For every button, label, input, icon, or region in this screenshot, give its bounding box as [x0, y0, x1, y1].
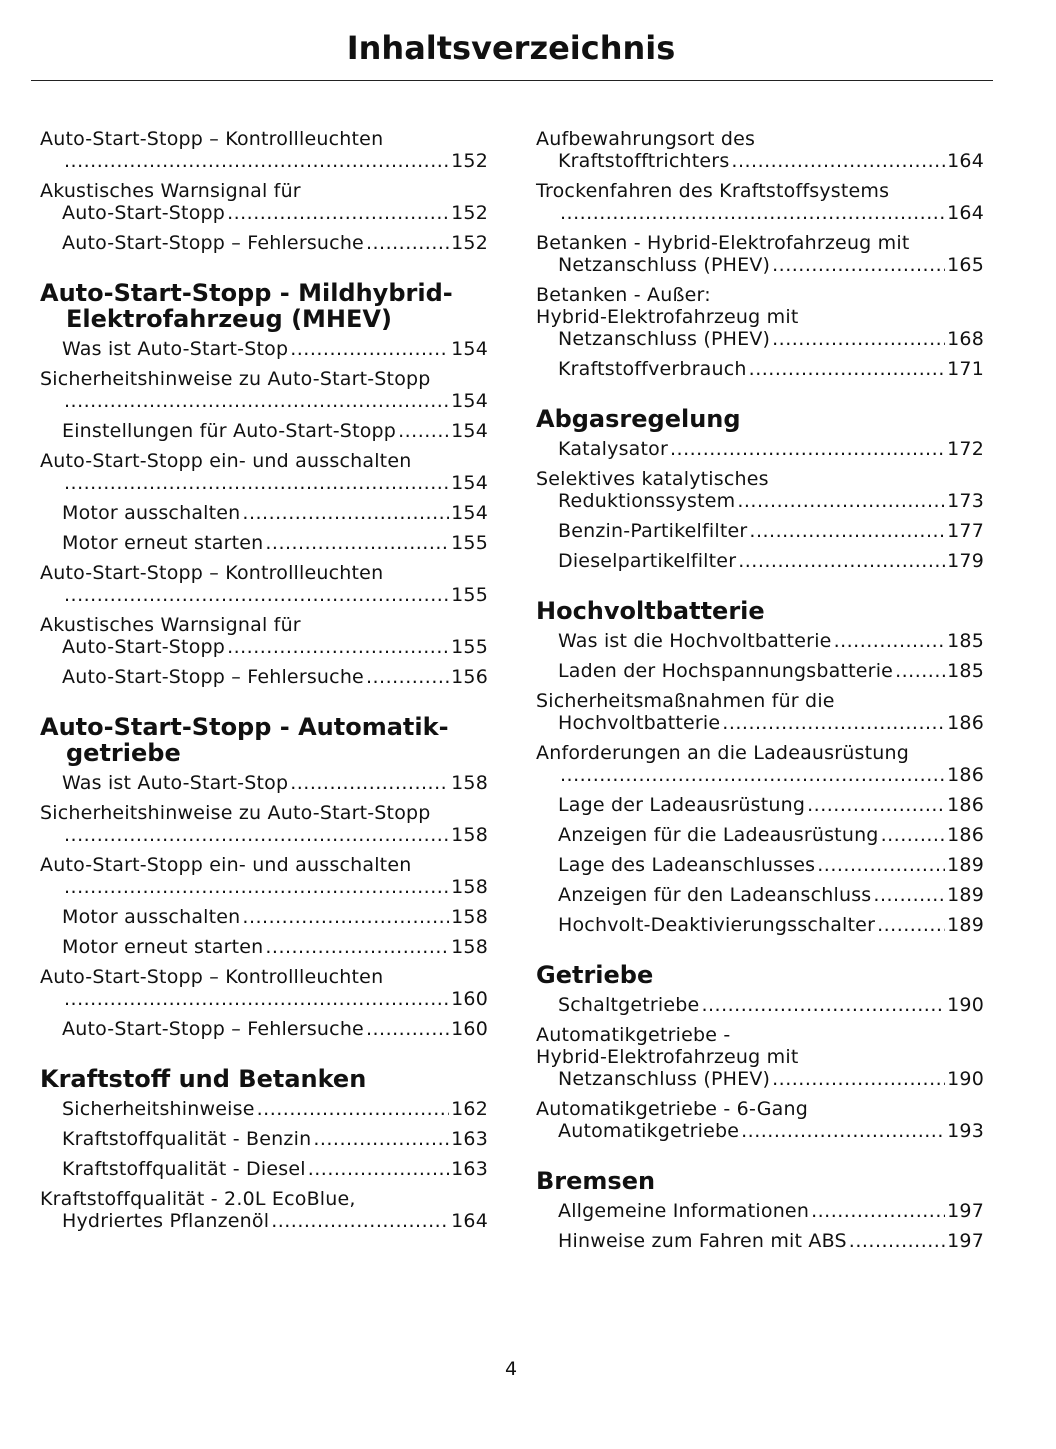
entry-last-line — [62, 584, 488, 606]
entry-title-line: Betanken - Hybrid-Elektrofahrzeug mit — [536, 232, 910, 254]
dot-leader — [738, 550, 945, 572]
entry-page-number: 155 — [451, 584, 488, 606]
toc-entry[interactable] — [536, 232, 984, 276]
toc-entry[interactable] — [40, 666, 488, 688]
toc-entry[interactable] — [40, 906, 488, 928]
entry-page-number: 155 — [451, 532, 488, 554]
entry-title: Allgemeine Informationen — [558, 1200, 810, 1222]
toc-entry[interactable] — [40, 1158, 488, 1180]
entry-last-line — [558, 1200, 984, 1222]
entry-title: Auto-Start-Stopp — [62, 202, 226, 224]
dot-leader — [227, 636, 449, 658]
toc-entry[interactable] — [40, 338, 488, 360]
entry-title-line: Betanken - Außer: — [536, 284, 711, 306]
dot-leader — [227, 202, 449, 224]
toc-entry[interactable] — [536, 994, 984, 1016]
entry-title: Hochvolt-Deaktivierungsschalter — [558, 914, 876, 936]
entry-title: Lage der Ladeausrüstung — [558, 794, 806, 816]
entry-last-line — [62, 906, 488, 928]
toc-entry[interactable] — [536, 914, 984, 936]
toc-entry[interactable] — [40, 1188, 488, 1232]
entry-title-line: Kraftstoffqualität - 2.0L EcoBlue, — [40, 1188, 356, 1210]
dot-leader — [701, 994, 945, 1016]
entry-title: Netzanschluss (PHEV) — [558, 1068, 771, 1090]
section-heading: Auto-Start-Stopp - Automatik- getriebe — [40, 713, 449, 767]
entry-last-line — [62, 420, 488, 442]
entry-page-number: 197 — [947, 1230, 984, 1252]
entry-title: Katalysator — [558, 438, 669, 460]
entry-last-line — [62, 502, 488, 524]
entry-last-line — [558, 1230, 984, 1252]
entry-title-line: Selektives katalytisches — [536, 468, 769, 490]
dot-leader — [64, 988, 449, 1010]
dot-leader — [741, 1120, 945, 1142]
entry-page-number: 179 — [947, 550, 984, 572]
entry-page-number: 160 — [451, 1018, 488, 1040]
entry-last-line — [62, 150, 488, 172]
entry-page-number: 162 — [451, 1098, 488, 1120]
entry-page-number: 165 — [947, 254, 984, 276]
title-divider — [31, 80, 993, 81]
entry-last-line — [558, 660, 984, 682]
entry-last-line — [62, 1128, 488, 1150]
entry-page-number: 158 — [451, 876, 488, 898]
dot-leader — [366, 666, 449, 688]
entry-title-line: Automatikgetriebe - 6-Gang — [536, 1098, 808, 1120]
entry-title-line: Trockenfahren des Kraftstoffsystems — [536, 180, 890, 202]
dot-leader — [560, 764, 945, 786]
dot-leader — [313, 1128, 449, 1150]
toc-section — [536, 962, 984, 1142]
toc-entry[interactable] — [40, 128, 488, 172]
dot-leader — [271, 1210, 449, 1232]
entry-title: Motor erneut starten — [62, 936, 264, 958]
entry-page-number: 185 — [947, 660, 984, 682]
entry-page-number: 190 — [947, 1068, 984, 1090]
dot-leader — [895, 660, 945, 682]
toc-entry[interactable] — [536, 358, 984, 380]
section-heading: Abgasregelung — [536, 405, 741, 433]
dot-leader — [772, 254, 945, 276]
toc-entry[interactable] — [536, 854, 984, 876]
entry-page-number: 171 — [947, 358, 984, 380]
entry-page-number: 186 — [947, 824, 984, 846]
dot-leader — [308, 1158, 449, 1180]
entry-title: Hydriertes Pflanzenöl — [62, 1210, 270, 1232]
entry-last-line — [62, 772, 488, 794]
entry-last-line — [558, 630, 984, 652]
entry-title: Kraftstoffqualität - Diesel — [62, 1158, 306, 1180]
entry-page-number: 177 — [947, 520, 984, 542]
entry-page-number: 158 — [451, 824, 488, 846]
entry-page-number: 164 — [451, 1210, 488, 1232]
entry-title: Auto-Start-Stopp – Fehlersuche — [62, 232, 364, 254]
entry-last-line — [62, 666, 488, 688]
dot-leader — [64, 876, 449, 898]
entry-title: Anzeigen für die Ladeausrüstung — [558, 824, 879, 846]
dot-leader — [817, 854, 945, 876]
toc-section — [40, 128, 488, 254]
entry-last-line — [62, 232, 488, 254]
toc-entry[interactable] — [536, 1200, 984, 1222]
entry-page-number: 154 — [451, 338, 488, 360]
entry-last-line — [558, 824, 984, 846]
entry-title-line: Sicherheitsmaßnahmen für die — [536, 690, 835, 712]
toc-section — [40, 1066, 488, 1232]
entry-title: Auto-Start-Stopp – Fehlersuche — [62, 1018, 364, 1040]
toc-entry[interactable] — [40, 562, 488, 606]
entry-title: Was ist die Hochvoltbatterie — [558, 630, 832, 652]
dot-leader — [834, 630, 946, 652]
dot-leader — [811, 1200, 945, 1222]
entry-page-number: 186 — [947, 794, 984, 816]
toc-section — [40, 280, 488, 688]
entry-last-line — [558, 794, 984, 816]
entry-last-line — [62, 1210, 488, 1232]
entry-title-line: Auto-Start-Stopp ein- und ausschalten — [40, 854, 412, 876]
dot-leader — [366, 232, 449, 254]
dot-leader — [731, 150, 945, 172]
toc-entry[interactable] — [536, 824, 984, 846]
entry-last-line — [558, 254, 984, 276]
page-number: 4 — [504, 1358, 518, 1380]
toc-entry[interactable] — [40, 936, 488, 958]
entry-last-line — [558, 884, 984, 906]
dot-leader — [772, 1068, 945, 1090]
toc-entry[interactable] — [40, 772, 488, 794]
toc-right-column — [536, 128, 984, 1260]
toc-entry[interactable] — [40, 232, 488, 254]
entry-last-line — [62, 636, 488, 658]
entry-title-line: Anforderungen an die Ladeausrüstung — [536, 742, 910, 764]
dot-leader — [242, 502, 449, 524]
entry-last-line — [558, 358, 984, 380]
entry-page-number: 193 — [947, 1120, 984, 1142]
toc-entry[interactable] — [536, 180, 984, 224]
entry-page-number: 163 — [451, 1158, 488, 1180]
entry-title-line: Sicherheitshinweise zu Auto-Start-Stopp — [40, 368, 431, 390]
entry-page-number: 164 — [947, 202, 984, 224]
entry-last-line — [62, 1018, 488, 1040]
entry-last-line — [558, 150, 984, 172]
toc-entry[interactable] — [536, 468, 984, 512]
entry-title: Anzeigen für den Ladeanschluss — [558, 884, 872, 906]
toc-entry[interactable] — [536, 128, 984, 172]
entry-title: Was ist Auto-Start-Stop — [62, 772, 289, 794]
entry-title: Motor ausschalten — [62, 906, 241, 928]
entry-last-line — [558, 1120, 984, 1142]
entry-title: Netzanschluss (PHEV) — [558, 254, 771, 276]
toc-entry[interactable] — [40, 502, 488, 524]
entry-title-line: Akustisches Warnsignal für — [40, 614, 301, 636]
dot-leader — [722, 712, 945, 734]
entry-last-line — [558, 854, 984, 876]
toc-entry[interactable] — [40, 368, 488, 412]
dot-leader — [881, 824, 946, 846]
toc-section — [536, 406, 984, 572]
toc-entry[interactable] — [40, 450, 488, 494]
entry-page-number: 154 — [451, 420, 488, 442]
section-heading: Kraftstoff und Betanken — [40, 1065, 367, 1093]
entry-title: Auto-Start-Stopp – Fehlersuche — [62, 666, 364, 688]
entry-page-number: 152 — [451, 202, 488, 224]
page-title: Inhaltsverzeichnis — [346, 29, 676, 67]
toc-entry[interactable] — [40, 802, 488, 846]
toc-entry[interactable] — [536, 630, 984, 652]
entry-title-line: Auto-Start-Stopp ein- und ausschalten — [40, 450, 412, 472]
entry-last-line — [558, 520, 984, 542]
entry-last-line — [558, 914, 984, 936]
entry-last-line — [62, 532, 488, 554]
entry-page-number: 154 — [451, 472, 488, 494]
entry-title: Sicherheitshinweise — [62, 1098, 255, 1120]
section-heading: Bremsen — [536, 1167, 656, 1195]
dot-leader — [560, 202, 945, 224]
toc-section — [536, 598, 984, 936]
section-heading: Auto-Start-Stopp - Mildhybrid-Elektrofahrzeug (MHEV) — [40, 279, 453, 333]
entry-title: Hinweise zum Fahren mit ABS — [558, 1230, 847, 1252]
entry-page-number: 172 — [947, 438, 984, 460]
entry-page-number: 158 — [451, 936, 488, 958]
entry-title: Was ist Auto-Start-Stop — [62, 338, 289, 360]
dot-leader — [265, 532, 449, 554]
entry-last-line — [558, 202, 984, 224]
entry-last-line — [62, 824, 488, 846]
dot-leader — [290, 338, 449, 360]
dot-leader — [877, 914, 945, 936]
toc-entry[interactable] — [536, 520, 984, 542]
toc-entry[interactable] — [40, 1018, 488, 1040]
toc-section — [40, 714, 488, 1040]
toc-entry[interactable] — [40, 1098, 488, 1120]
entry-last-line — [558, 712, 984, 734]
entry-last-line — [62, 1158, 488, 1180]
entry-last-line — [62, 936, 488, 958]
entry-page-number: 155 — [451, 636, 488, 658]
entry-last-line — [558, 1068, 984, 1090]
toc-entry[interactable] — [40, 854, 488, 898]
toc-entry[interactable] — [536, 884, 984, 906]
entry-page-number: 189 — [947, 854, 984, 876]
dot-leader — [64, 390, 449, 412]
dot-leader — [64, 584, 449, 606]
entry-title-line: Auto-Start-Stopp – Kontrollleuchten — [40, 128, 384, 150]
entry-title-line: Auto-Start-Stopp – Kontrollleuchten — [40, 966, 384, 988]
dot-leader — [257, 1098, 450, 1120]
toc-entry[interactable] — [536, 794, 984, 816]
toc-entry[interactable] — [536, 1024, 984, 1090]
entry-title: Reduktionssystem — [558, 490, 736, 512]
entry-title-line: Akustisches Warnsignal für — [40, 180, 301, 202]
entry-title-line: Hybrid-Elektrofahrzeug mit — [536, 1046, 799, 1068]
entry-title: Laden der Hochspannungsbatterie — [558, 660, 894, 682]
entry-title: Motor ausschalten — [62, 502, 241, 524]
toc-left-column — [40, 128, 488, 1240]
dot-leader — [64, 472, 449, 494]
dot-leader — [807, 794, 945, 816]
entry-page-number: 160 — [451, 988, 488, 1010]
entry-last-line — [62, 988, 488, 1010]
entry-page-number: 156 — [451, 666, 488, 688]
dot-leader — [265, 936, 449, 958]
entry-title: Netzanschluss (PHEV) — [558, 328, 771, 350]
dot-leader — [749, 358, 945, 380]
toc-entry[interactable] — [536, 438, 984, 460]
dot-leader — [670, 438, 945, 460]
entry-page-number: 154 — [451, 502, 488, 524]
entry-last-line — [62, 472, 488, 494]
dot-leader — [242, 906, 449, 928]
entry-last-line — [558, 328, 984, 350]
toc-section — [536, 128, 984, 380]
entry-page-number: 186 — [947, 712, 984, 734]
entry-page-number: 168 — [947, 328, 984, 350]
entry-last-line — [62, 390, 488, 412]
toc-entry[interactable] — [536, 660, 984, 682]
entry-title-line: Auto-Start-Stopp – Kontrollleuchten — [40, 562, 384, 584]
entry-page-number: 197 — [947, 1200, 984, 1222]
entry-page-number: 163 — [451, 1128, 488, 1150]
dot-leader — [737, 490, 945, 512]
toc-entry[interactable] — [536, 550, 984, 572]
entry-page-number: 164 — [947, 150, 984, 172]
section-heading: Getriebe — [536, 961, 654, 989]
entry-page-number: 173 — [947, 490, 984, 512]
entry-title: Dieselpartikelfilter — [558, 550, 737, 572]
toc-entry[interactable] — [40, 614, 488, 658]
entry-last-line — [558, 438, 984, 460]
section-heading: Hochvoltbatterie — [536, 597, 765, 625]
toc-entry[interactable] — [536, 690, 984, 734]
entry-page-number: 158 — [451, 906, 488, 928]
entry-title: Motor erneut starten — [62, 532, 264, 554]
entry-last-line — [62, 1098, 488, 1120]
entry-page-number: 186 — [947, 764, 984, 786]
dot-leader — [64, 150, 449, 172]
entry-page-number: 152 — [451, 232, 488, 254]
entry-title-line: Hybrid-Elektrofahrzeug mit — [536, 306, 799, 328]
dot-leader — [398, 420, 449, 442]
toc-entry[interactable] — [536, 284, 984, 350]
entry-last-line — [558, 550, 984, 572]
entry-title: Kraftstoffverbrauch — [558, 358, 747, 380]
toc-entry[interactable] — [536, 1098, 984, 1142]
toc-entry[interactable] — [40, 180, 488, 224]
entry-last-line — [62, 876, 488, 898]
entry-title: Kraftstoffqualität - Benzin — [62, 1128, 312, 1150]
entry-title: Benzin-Partikelfilter — [558, 520, 748, 542]
dot-leader — [290, 772, 449, 794]
entry-title-line: Sicherheitshinweise zu Auto-Start-Stopp — [40, 802, 431, 824]
entry-title: Hochvoltbatterie — [558, 712, 721, 734]
entry-title: Automatikgetriebe — [558, 1120, 740, 1142]
dot-leader — [64, 824, 449, 846]
dot-leader — [772, 328, 945, 350]
entry-page-number: 189 — [947, 884, 984, 906]
toc-entry[interactable] — [40, 420, 488, 442]
toc-entry[interactable] — [536, 742, 984, 786]
entry-page-number: 152 — [451, 150, 488, 172]
entry-page-number: 190 — [947, 994, 984, 1016]
entry-title: Einstellungen für Auto-Start-Stopp — [62, 420, 397, 442]
entry-page-number: 185 — [947, 630, 984, 652]
entry-last-line — [558, 490, 984, 512]
entry-last-line — [558, 994, 984, 1016]
entry-title: Kraftstofftrichters — [558, 150, 730, 172]
toc-entry[interactable] — [536, 1230, 984, 1252]
dot-leader — [873, 884, 945, 906]
entry-title-line: Aufbewahrungsort des — [536, 128, 756, 150]
toc-entry[interactable] — [40, 966, 488, 1010]
entry-title: Lage des Ladeanschlusses — [558, 854, 816, 876]
toc-section — [536, 1168, 984, 1252]
entry-title: Auto-Start-Stopp — [62, 636, 226, 658]
dot-leader — [849, 1230, 945, 1252]
entry-last-line — [62, 338, 488, 360]
dot-leader — [749, 520, 945, 542]
entry-page-number: 154 — [451, 390, 488, 412]
entry-page-number: 158 — [451, 772, 488, 794]
entry-page-number: 189 — [947, 914, 984, 936]
entry-title-line: Automatikgetriebe - — [536, 1024, 731, 1046]
entry-last-line — [62, 202, 488, 224]
entry-title: Schaltgetriebe — [558, 994, 700, 1016]
entry-last-line — [558, 764, 984, 786]
toc-entry[interactable] — [40, 532, 488, 554]
dot-leader — [366, 1018, 449, 1040]
toc-entry[interactable] — [40, 1128, 488, 1150]
